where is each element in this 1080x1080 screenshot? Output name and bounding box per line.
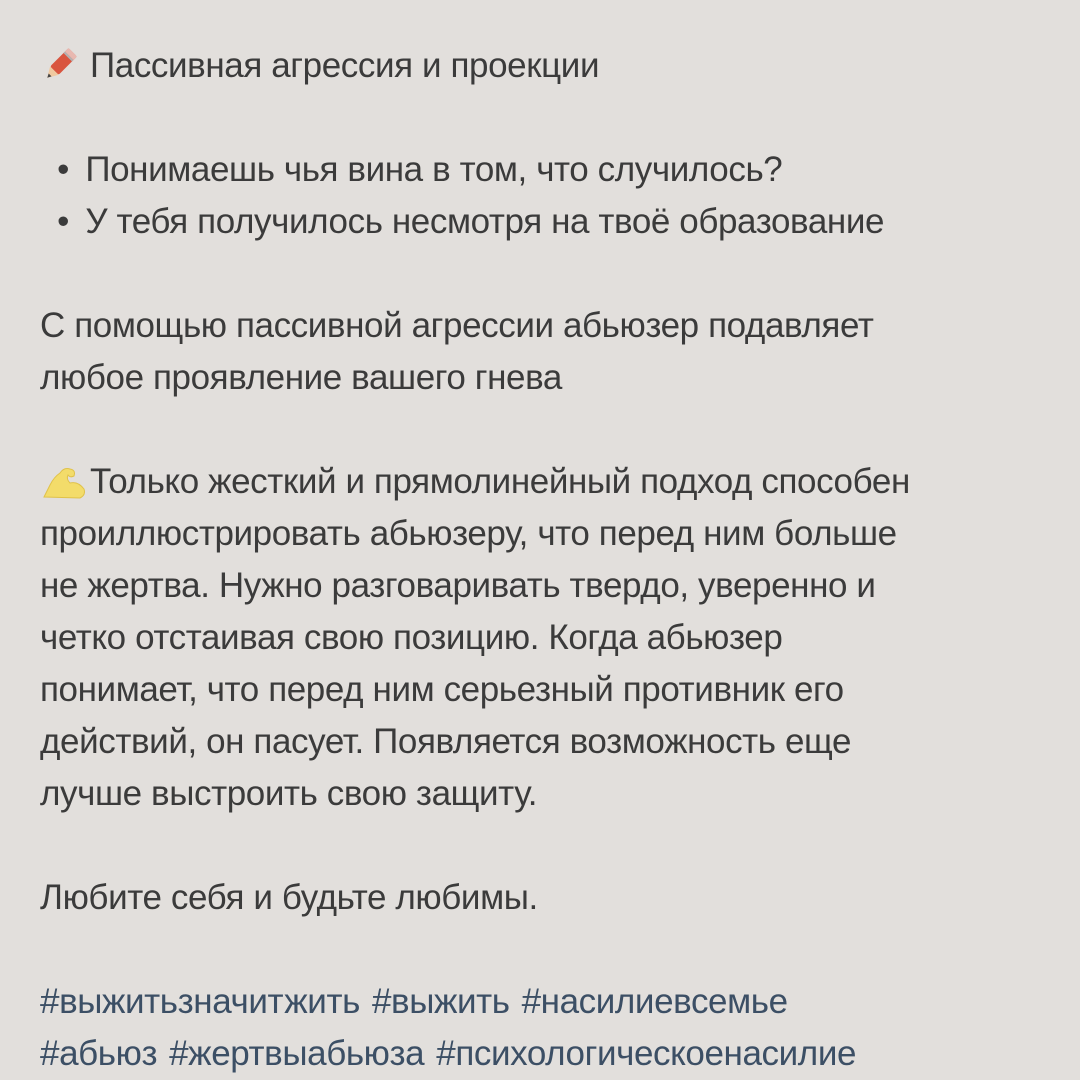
closing-line: Любите себя и будьте любимы.: [40, 878, 538, 917]
flexed-biceps-icon: [40, 461, 88, 501]
pencil-icon: [40, 45, 80, 85]
hashtag-link[interactable]: #выжить: [371, 982, 510, 1021]
paragraph-line: проиллюстрировать абьюзеру, что перед ним больше: [40, 514, 897, 553]
paragraph-line: четко отстаивая свою позицию. Когда абьюзер: [40, 618, 783, 657]
hashtag-link[interactable]: #жертвыабьюза: [169, 1034, 425, 1073]
hashtags-line: [40, 976, 1050, 1028]
paragraph-line: не жертва. Нужно разговаривать твердо, уверенно и: [40, 566, 876, 605]
post-heading-text: Пассивная агрессия и проекции: [90, 46, 600, 85]
paragraph-line: С помощью пассивной агрессии абьюзер подавляет: [40, 306, 874, 345]
bullet-item: [40, 144, 1050, 196]
paragraph-line: лучше выстроить свою защиту.: [40, 774, 538, 813]
hashtag-link[interactable]: #абьюз: [40, 1034, 158, 1073]
paragraph-line: любое проявление вашего гнева: [40, 358, 562, 397]
hashtag-link[interactable]: #насилиевсемье: [521, 982, 788, 1021]
bullet-marker: •: [57, 202, 69, 241]
hashtag-link[interactable]: #психологическоенасилие: [436, 1034, 857, 1073]
paragraph-text: Только жесткий и прямолинейный подход способен: [90, 462, 910, 501]
bullet-text: Понимаешь чья вина в том, что случилось?: [85, 150, 783, 189]
hashtag-link[interactable]: #выжитьзначитжить: [40, 982, 360, 1021]
hashtags-line: [40, 1028, 1050, 1080]
bullet-item: [40, 196, 1050, 248]
post-body: [40, 40, 1050, 1080]
bullet-text: У тебя получилось несмотря на твоё образование: [85, 202, 885, 241]
post-heading: [40, 40, 1050, 92]
paragraph-line: действий, он пасует. Появляется возможность еще: [40, 722, 852, 761]
paragraph-line: [40, 456, 1050, 508]
paragraph-line: понимает, что перед ним серьезный противник его: [40, 670, 844, 709]
bullet-marker: •: [57, 150, 69, 189]
